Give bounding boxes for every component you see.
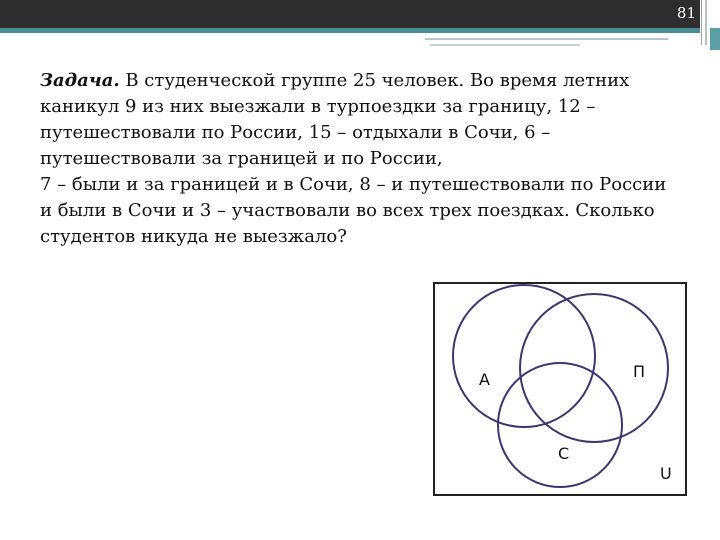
- right-edge-line: [705, 0, 707, 45]
- right-edge-panel: [700, 0, 720, 540]
- label-u: U: [660, 464, 672, 483]
- header-decor-line: [425, 38, 668, 40]
- label-s: С: [558, 444, 570, 463]
- task-body-continued: 7 – были и за границей и в Сочи, 8 – и путешествовали по России и были в Сочи и 3 – участвовали во всех трех поездках. Сколько студентов никуда не выезжало?: [40, 174, 667, 247]
- label-p: П: [633, 362, 646, 381]
- venn-diagram: [433, 282, 687, 496]
- header-bar: [0, 0, 720, 28]
- page-number: 81: [676, 4, 696, 22]
- label-a: А: [479, 370, 490, 389]
- right-edge-line: [701, 0, 702, 45]
- right-edge-accent: [710, 28, 720, 50]
- circle-s: [498, 363, 622, 487]
- task-label: Задача.: [40, 70, 120, 91]
- task-body: В студенческой группе 25 человек. Во время летних каникул 9 из них выезжали в турпоездки за границу, 12 – путешествовали по России, 15 – отдыхали в Сочи, 6 – путешествовали за границей и по России,: [40, 70, 630, 169]
- header-decor-line: [430, 44, 580, 46]
- task-text: [40, 68, 680, 250]
- circle-a: [453, 285, 595, 427]
- header-accent-stripe: [0, 28, 700, 33]
